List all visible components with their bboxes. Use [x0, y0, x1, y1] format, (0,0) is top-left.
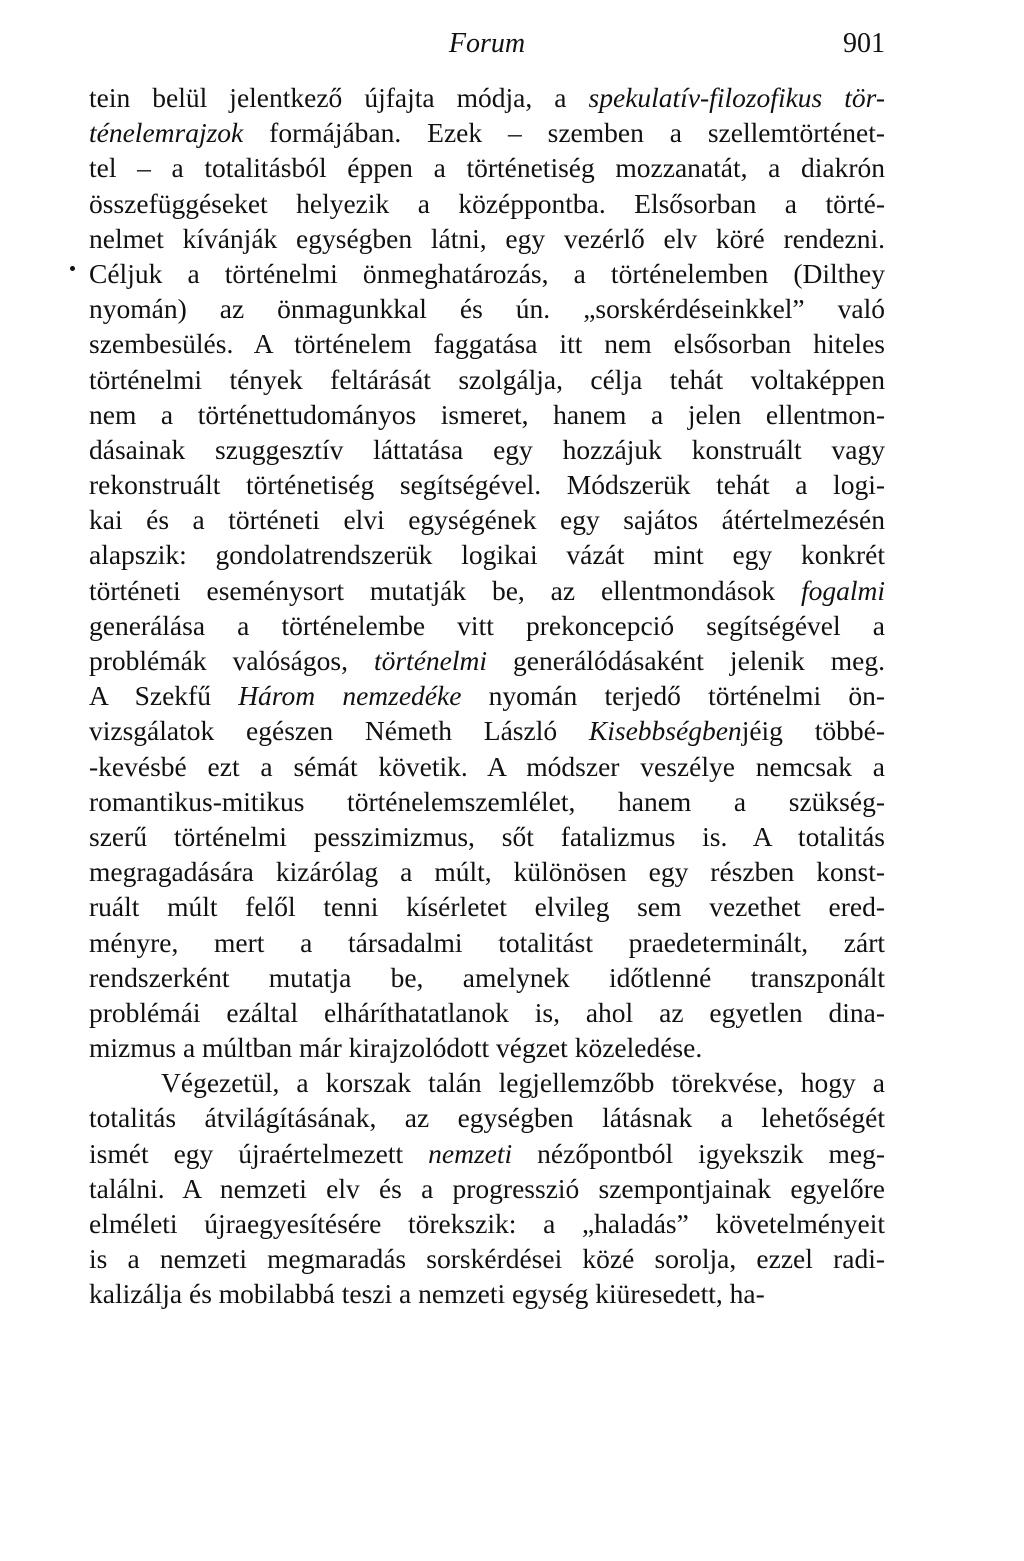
text-run: történeti eseménysort mutatják be, az ellentmondások [89, 574, 801, 606]
text-run: elméleti újraegyesítésére törekszik: a „haladás” követelményeit [89, 1208, 885, 1239]
text-line [89, 678, 885, 713]
text-run: kalizálja és mobilabbá teszi a nemzeti egység kiüresedett, ha- [89, 1278, 765, 1310]
text-line [89, 326, 885, 361]
paragraph [89, 1065, 885, 1311]
text-line [89, 1206, 885, 1241]
text-run: tel – a totalitásból éppen a történetiség mozzanatát, a diakrón [89, 152, 885, 184]
text-run: problémái ezáltal elháríthatatlanok is, ahol az egyetlen dina- [89, 996, 885, 1028]
text-line [89, 362, 885, 397]
text-run: jéig többé- [741, 715, 885, 747]
text-run: totalitás átvilágításának, az egységben látásnak a lehetőségét [89, 1102, 885, 1134]
text-line [89, 1030, 885, 1065]
text-run: rekonstruált történetiség segítségével. Módszerük tehát a logi- [89, 469, 885, 501]
text-run: vizsgálatok egészen Németh László [89, 715, 589, 747]
text-line [89, 1136, 885, 1171]
italic-run: fogalmi [800, 574, 885, 606]
running-head [89, 24, 885, 64]
text-line [89, 608, 885, 643]
text-run: nézőpontból igyekszik meg- [512, 1137, 885, 1169]
italic-run: történelmi [373, 645, 488, 676]
text-line [89, 784, 885, 819]
text-line [89, 713, 885, 748]
text-run: rendszerként mutatja be, amelynek időtlenné transzponált [89, 961, 885, 993]
italic-run: ténelemrajzok [89, 117, 244, 149]
text-run: dásainak szuggesztív láttatása egy hozzájuk konstruált vagy [89, 433, 885, 465]
text-run: történelmi tények feltárását szolgálja, célja tehát voltaképpen [89, 363, 885, 395]
text-run: romantikus-mitikus történelemszemlélet, hanem a szükség- [89, 785, 885, 817]
text-run: megragadására kizárólag a múlt, különösen egy részben konst- [89, 856, 885, 888]
text-line [89, 960, 885, 995]
text-line [89, 432, 885, 467]
text-run: ismét egy újraértelmezett [89, 1137, 429, 1169]
text-line [89, 819, 885, 854]
text-run: formájában. Ezek – szemben a szellemtörténet- [243, 117, 885, 149]
text-line [89, 1065, 885, 1100]
body-text [89, 80, 885, 1312]
text-line [89, 1100, 885, 1135]
paragraph [89, 80, 885, 1065]
text-line [89, 467, 885, 502]
text-line [89, 502, 885, 537]
text-run: összefüggéseket helyezik a középpontba. Elsősorban a törté- [89, 187, 885, 219]
text-line [89, 995, 885, 1030]
margin-speck [70, 266, 75, 271]
italic-run: Három nemzedéke [238, 680, 462, 712]
italic-run: nemzeti [428, 1137, 513, 1169]
text-line [89, 1241, 885, 1276]
journal-title: Forum [448, 28, 526, 59]
text-run: is a nemzeti megmaradás sorskérdései közé sorolja, ezzel radi- [89, 1243, 885, 1275]
text-line [89, 150, 885, 185]
italic-run: spekulatív-filozofikus tör- [588, 82, 885, 113]
text-run: generálódásaként jelenik meg. [487, 645, 885, 676]
text-line [89, 1276, 885, 1311]
text-run: Céljuk a történelmi önmeghatározás, a történelemben (Dilthey [89, 257, 885, 289]
text-run: nem a történettudományos ismeret, hanem a jelen ellentmon- [89, 398, 885, 430]
text-line [89, 643, 885, 678]
text-line [89, 749, 885, 784]
text-run: szembesülés. A történelem faggatása itt nem elsősorban hiteles [89, 328, 885, 360]
text-run: problémák valóságos, [89, 645, 374, 676]
text-line [89, 537, 885, 572]
text-run: nelmet kívánják egységben látni, egy vezérlő elv köré rendezni. [89, 222, 885, 254]
text-run: kai és a történeti elvi egységének egy sajátos átértelmezésén [89, 504, 885, 536]
italic-run: Kisebbségben [588, 715, 742, 747]
text-line [89, 889, 885, 924]
text-run: generálása a történelembe vitt prekoncepció segítségével a [89, 609, 885, 641]
page-number: 901 [843, 28, 885, 59]
text-run: nyomán) az önmagunkkal és ún. „sorskérdéseinkkel” való [89, 293, 885, 325]
text-line [89, 1171, 885, 1206]
text-line [89, 186, 885, 221]
text-line [89, 925, 885, 960]
text-line [89, 291, 885, 326]
text-line [89, 397, 885, 432]
text-run: mizmus a múltban már kirajzolódott végzet közeledése. [89, 1032, 703, 1064]
text-run: A Szekfű [89, 680, 239, 712]
text-line [89, 80, 885, 115]
text-line [89, 854, 885, 889]
text-run: Végezetül, a korszak talán legjellemzőbb törekvése, hogy a [161, 1067, 885, 1099]
text-run: nyomán terjedő történelmi ön- [461, 680, 885, 712]
text-run: tein belül jelentkező újfajta módja, a [89, 82, 589, 113]
text-line [89, 256, 885, 291]
text-line [89, 573, 885, 608]
text-line [89, 115, 885, 150]
text-run: ruált múlt felől tenni kísérletet elvileg sem vezethet ered- [89, 891, 885, 923]
text-run: alapszik: gondolatrendszerük logikai vázát mint egy konkrét [89, 539, 885, 571]
text-run: ményre, mert a társadalmi totalitást praedeterminált, zárt [89, 926, 885, 958]
text-run: -kevésbé ezt a sémát követik. A módszer veszélye nemcsak a [89, 750, 885, 782]
text-run: találni. A nemzeti elv és a progresszió szempontjainak egyelőre [89, 1172, 885, 1204]
text-line [89, 221, 885, 256]
text-run: szerű történelmi pesszimizmus, sőt fatalizmus is. A totalitás [89, 820, 885, 852]
